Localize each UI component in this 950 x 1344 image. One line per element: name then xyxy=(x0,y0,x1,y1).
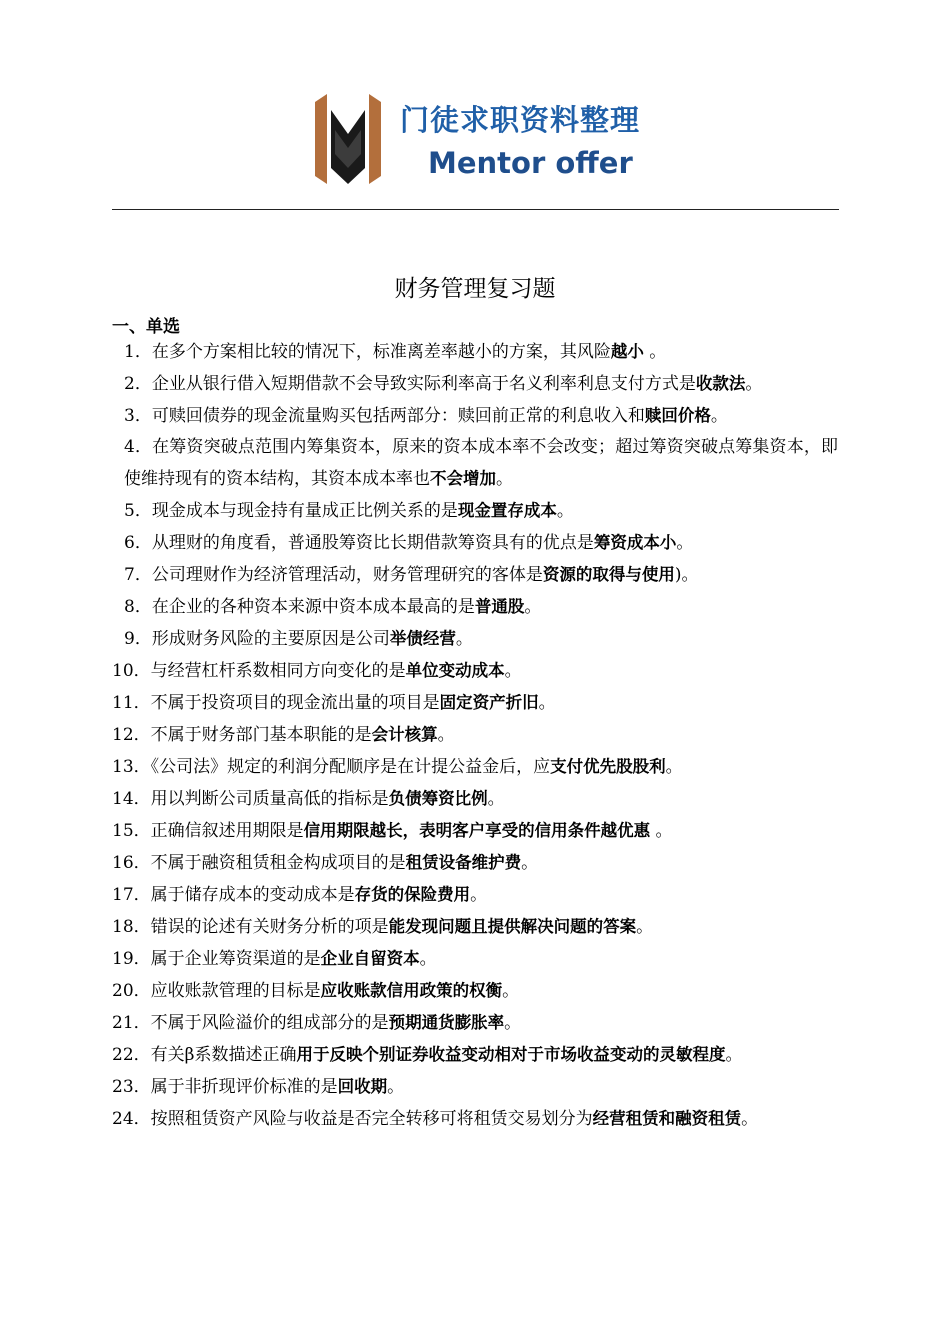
question-tail: 。 xyxy=(387,1077,405,1097)
question-number: 6． xyxy=(124,533,152,553)
question-item xyxy=(112,879,838,911)
question-answer: 赎回价格 xyxy=(644,406,711,425)
question-item xyxy=(112,432,838,495)
question-item xyxy=(112,527,838,559)
question-item xyxy=(112,751,838,783)
question-tail: 。 xyxy=(725,1045,743,1065)
question-number: 23． xyxy=(112,1077,151,1097)
question-tail: 。 xyxy=(437,725,455,745)
question-answer: 负债筹资比例 xyxy=(388,789,488,808)
question-tail: 。 xyxy=(502,981,520,1001)
question-tail: 。 xyxy=(665,757,683,777)
question-number: 24． xyxy=(112,1109,151,1129)
question-text: 在多个方案相比较的情况下，标准离差率越小的方案，其风险 xyxy=(151,342,611,362)
question-item xyxy=(112,719,838,751)
question-number: 13． xyxy=(112,757,151,777)
header xyxy=(0,88,950,188)
brand-chinese-name: 门徒求职资料整理 xyxy=(400,103,641,137)
question-number: 21． xyxy=(112,1013,151,1033)
question-tail: 。 xyxy=(504,1013,522,1033)
question-answer: 存货的保险费用 xyxy=(354,885,471,904)
question-number: 7． xyxy=(124,565,152,585)
question-answer: 企业自留资本 xyxy=(320,949,420,968)
question-number: 1． xyxy=(124,342,152,362)
question-text: 不属于风险溢价的组成部分的是 xyxy=(150,1013,389,1033)
question-number: 3． xyxy=(124,406,152,426)
question-answer: 用于反映个别证券收益变动相对于市场收益变动的灵敏程度 xyxy=(296,1045,726,1064)
question-answer: 预期通货膨胀率 xyxy=(388,1013,505,1032)
question-number: 18． xyxy=(112,917,151,937)
question-item xyxy=(112,847,838,879)
question-text: 按照租赁资产风险与收益是否完全转移可将租赁交易划分为 xyxy=(150,1109,593,1129)
question-item xyxy=(112,368,838,400)
question-number: 22． xyxy=(112,1045,151,1065)
question-tail: 。 xyxy=(487,789,505,809)
question-item xyxy=(112,495,838,527)
question-answer: 会计核算 xyxy=(371,725,438,744)
question-item xyxy=(112,1103,838,1135)
question-number: 10． xyxy=(112,661,151,681)
question-item xyxy=(112,943,838,975)
question-item xyxy=(112,1007,838,1039)
question-answer: 单位变动成本 xyxy=(405,661,505,680)
section-heading: 一、单选 xyxy=(112,317,180,337)
question-tail: 。 xyxy=(643,342,667,362)
question-number: 9． xyxy=(124,629,152,649)
question-number: 4． xyxy=(124,437,153,457)
question-text: 在企业的各种资本来源中资本成本最高的是 xyxy=(151,597,475,617)
question-item xyxy=(112,1039,838,1071)
question-tail: 。 xyxy=(521,853,539,873)
question-tail: 。 xyxy=(455,629,473,649)
question-answer: 普通股 xyxy=(474,597,525,616)
question-tail: 。 xyxy=(741,1109,759,1129)
question-tail: 。 xyxy=(710,406,728,426)
question-item xyxy=(112,815,838,847)
question-text: 属于企业筹资渠道的是 xyxy=(150,949,321,969)
question-tail: )。 xyxy=(674,565,699,585)
question-item xyxy=(112,1071,838,1103)
question-text: 用以判断公司质量高低的指标是 xyxy=(150,789,389,809)
question-text: 公司理财作为经济管理活动，财务管理研究的客体是 xyxy=(151,565,543,585)
question-answer: 越小 xyxy=(610,342,644,361)
question-text: 不属于融资租赁租金构成项目的是 xyxy=(150,853,406,873)
question-text: 从理财的角度看，普通股筹资比长期借款筹资具有的优点是 xyxy=(151,533,594,553)
question-number: 11． xyxy=(112,693,151,713)
question-tail: 。 xyxy=(538,693,556,713)
question-text: 有关β系数描述正确 xyxy=(150,1045,297,1065)
question-tail: 。 xyxy=(676,533,694,553)
question-text: 现金成本与现金持有量成正比例关系的是 xyxy=(151,501,458,521)
question-item xyxy=(112,591,838,623)
question-number: 2． xyxy=(124,374,152,394)
question-answer: 信用期限越长，表明客户享受的信用条件越优惠 xyxy=(303,821,651,840)
question-answer: 应收账款信用政策的权衡 xyxy=(320,981,503,1000)
question-text: 在筹资突破点范围内筹集资本，原来的资本成本率不会改变；超过筹资突破点筹集资本，即使维持现有的资本结构，其资本成本率也 xyxy=(124,437,838,489)
question-item xyxy=(112,783,838,815)
question-text: 与经营杠杆系数相同方向变化的是 xyxy=(150,661,406,681)
question-answer: 能发现问题且提供解决问题的答案 xyxy=(388,917,637,936)
question-answer: 不会增加 xyxy=(430,469,496,488)
question-text: 应收账款管理的目标是 xyxy=(150,981,321,1001)
question-number: 5． xyxy=(124,501,152,521)
question-list xyxy=(112,336,838,1135)
page-title: 财务管理复习题 xyxy=(394,276,556,302)
question-tail: 。 xyxy=(496,469,513,489)
question-item xyxy=(112,911,838,943)
question-tail: 。 xyxy=(524,597,542,617)
question-answer: 举债经营 xyxy=(389,629,456,648)
question-answer: 经营租赁和融资租赁 xyxy=(592,1109,742,1128)
question-text: 属于储存成本的变动成本是 xyxy=(150,885,355,905)
question-answer: 资源的取得与使用 xyxy=(542,565,675,584)
question-answer: 支付优先股股利 xyxy=(550,757,666,776)
question-tail: 。 xyxy=(556,501,574,521)
question-tail: 。 xyxy=(650,821,673,841)
question-item xyxy=(112,336,838,368)
question-number: 14． xyxy=(112,789,151,809)
question-answer: 现金置存成本 xyxy=(457,501,557,520)
question-text: 不属于投资项目的现金流出量的项目是 xyxy=(150,693,440,713)
question-item xyxy=(112,975,838,1007)
question-number: 20． xyxy=(112,981,151,1001)
question-item xyxy=(112,655,838,687)
question-text: 属于非折现评价标准的是 xyxy=(150,1077,338,1097)
question-answer: 筹资成本小 xyxy=(593,533,677,552)
question-number: 12． xyxy=(112,725,151,745)
question-tail: 。 xyxy=(745,374,763,394)
question-item xyxy=(112,687,838,719)
mentor-logo-icon xyxy=(313,94,383,184)
question-text: 《公司法》规定的利润分配顺序是在计提公益金后，应 xyxy=(150,757,551,777)
question-answer: 固定资产折旧 xyxy=(439,693,539,712)
brand-english-name: Mentor offer xyxy=(428,146,633,180)
question-answer: 回收期 xyxy=(337,1077,388,1096)
question-number: 19． xyxy=(112,949,151,969)
question-item xyxy=(112,400,838,432)
question-text: 可赎回债券的现金流量购买包括两部分：赎回前正常的利息收入和 xyxy=(151,406,645,426)
question-tail: 。 xyxy=(419,949,437,969)
question-text: 不属于财务部门基本职能的是 xyxy=(150,725,372,745)
question-tail: 。 xyxy=(504,661,522,681)
question-number: 17． xyxy=(112,885,151,905)
question-text: 企业从银行借入短期借款不会导致实际利率高于名义利率利息支付方式是 xyxy=(151,374,696,394)
header-divider xyxy=(112,209,839,210)
question-text: 形成财务风险的主要原因是公司 xyxy=(151,629,390,649)
question-item xyxy=(112,623,838,655)
question-item xyxy=(112,559,838,591)
question-text: 正确信叙述用期限是 xyxy=(150,821,304,841)
question-answer: 收款法 xyxy=(695,374,746,393)
question-tail: 。 xyxy=(470,885,488,905)
question-number: 16． xyxy=(112,853,151,873)
question-tail: 。 xyxy=(636,917,654,937)
question-text: 错误的论述有关财务分析的项是 xyxy=(150,917,389,937)
question-number: 15． xyxy=(112,821,151,841)
question-answer: 租赁设备维护费 xyxy=(405,853,522,872)
question-number: 8． xyxy=(124,597,152,617)
